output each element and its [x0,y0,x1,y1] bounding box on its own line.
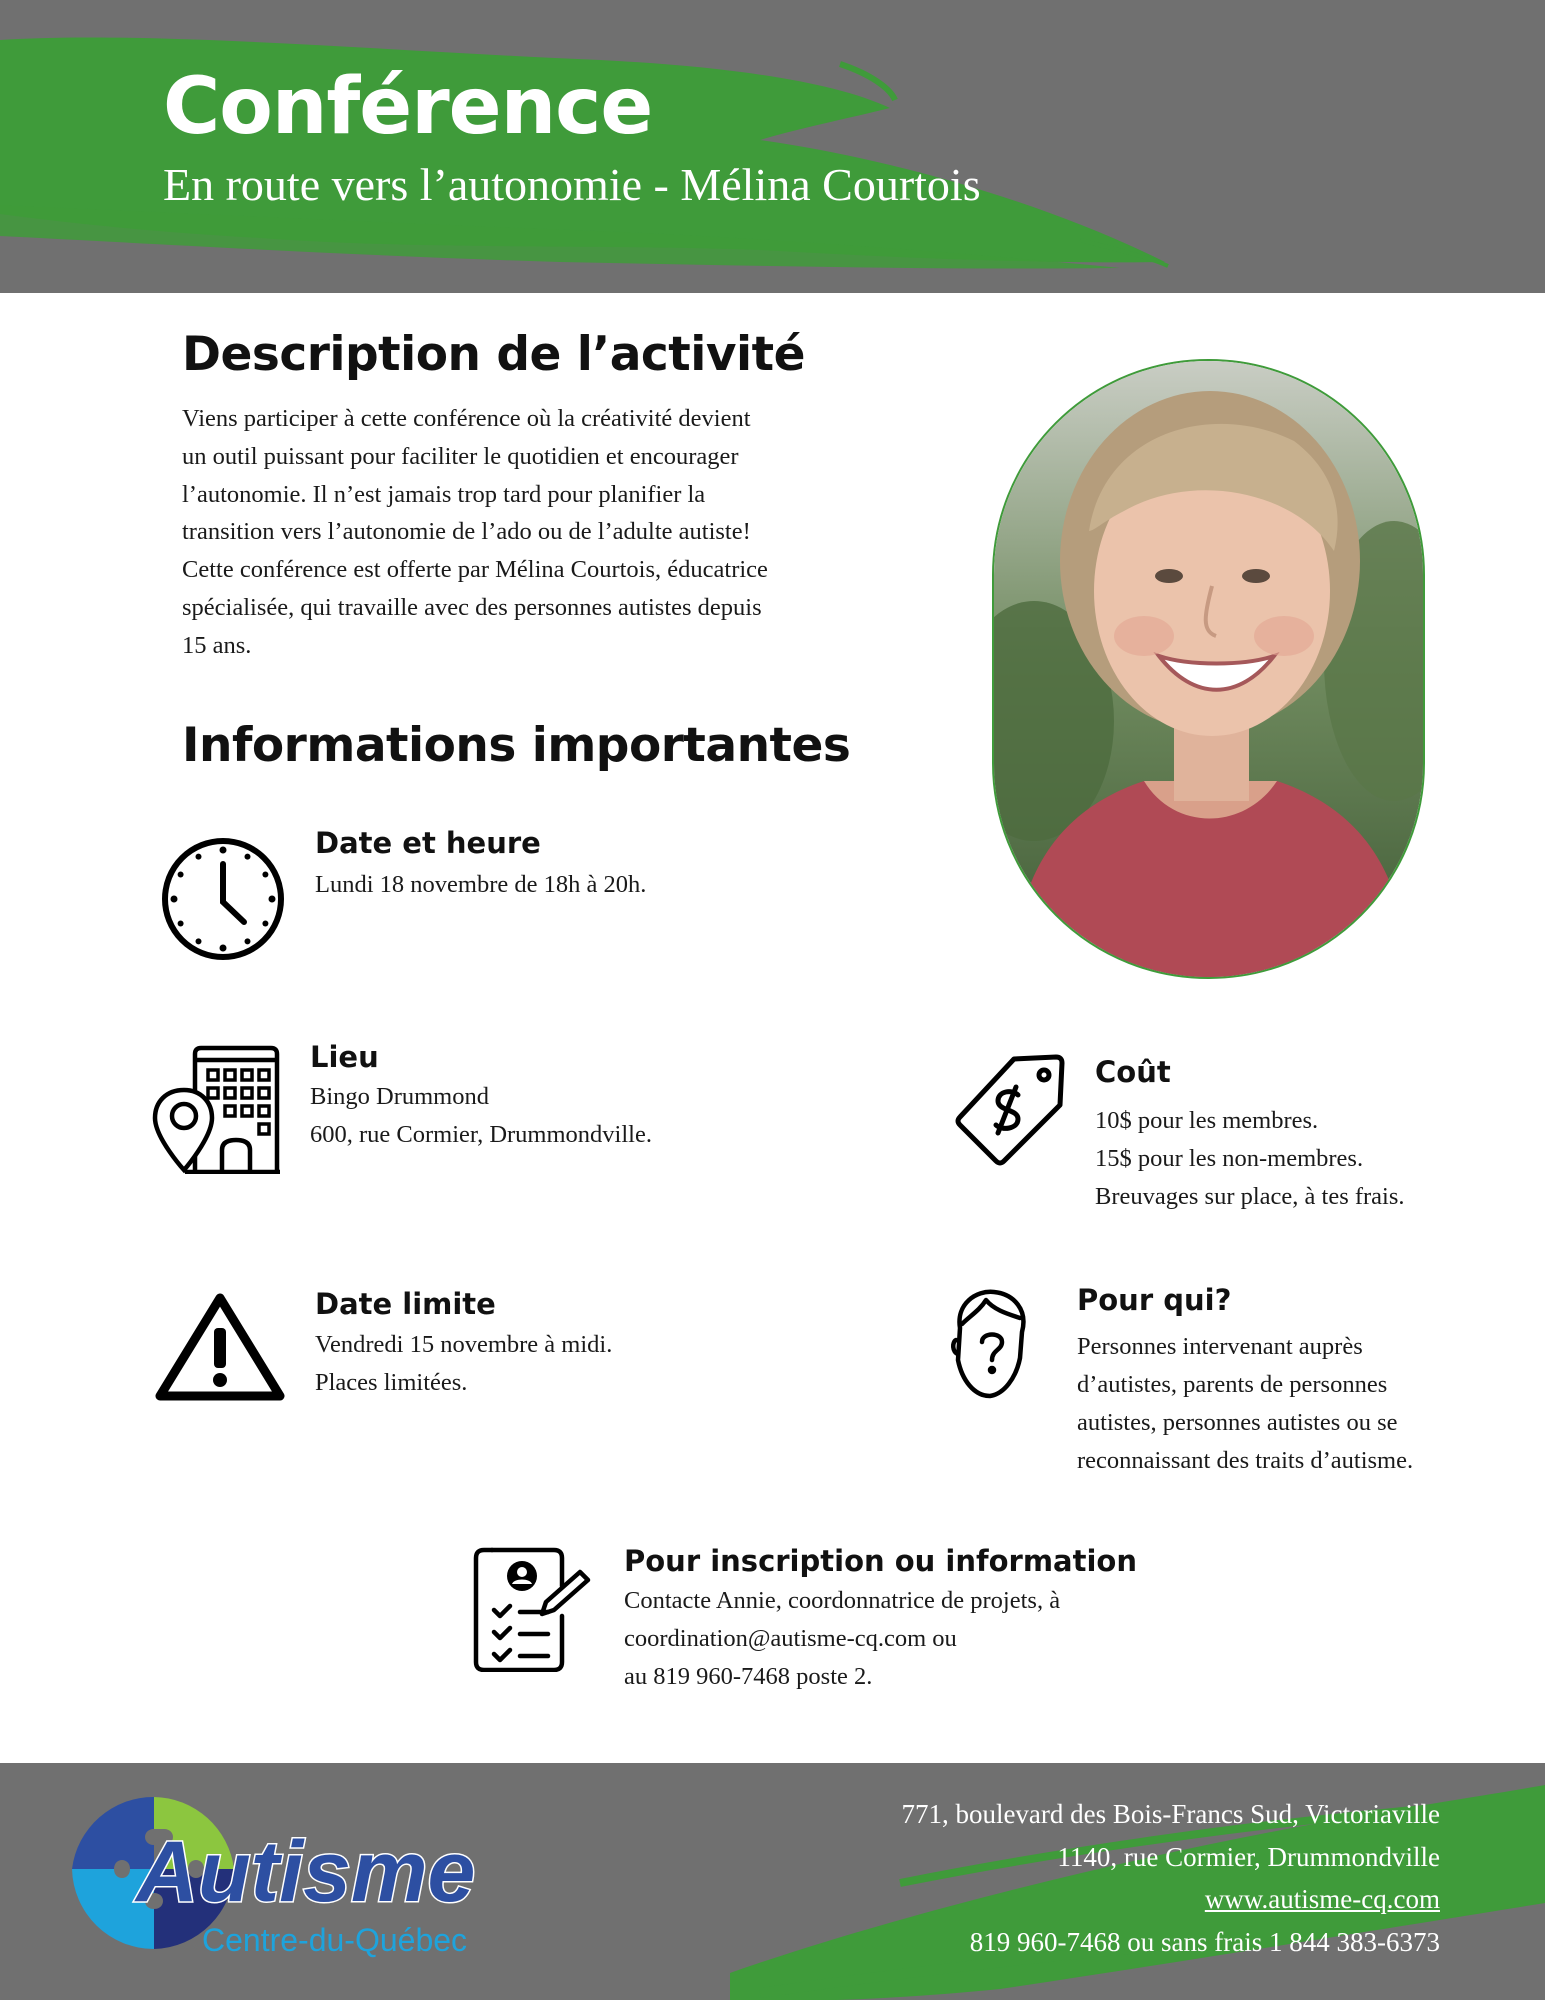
logo-main-text: Autisme [136,1824,476,1920]
building-location-icon [150,1044,283,1174]
location-line: Bingo Drummond [310,1083,489,1110]
audience-title: Pour qui? [1077,1283,1232,1317]
autisme-logo [64,1789,484,1969]
location-text [310,1078,652,1154]
website-link[interactable]: www.autisme-cq.com [1204,1884,1440,1914]
registration-title: Pour inscription ou information [624,1544,1137,1578]
clipboard-checklist-icon [472,1546,592,1672]
description-line: Cette conférence est offerte par Mélina Courtois, éducatrice [182,556,768,584]
registration-phone-line: au 819 960-7468 poste 2. [624,1663,873,1690]
registration-line: Contacte Annie, coordonnatrice de projets, à [624,1587,1061,1614]
audience-line: reconnaissant des traits d’autisme. [1077,1447,1414,1474]
registration-email-line[interactable]: coordination@autisme-cq.com ou [624,1625,957,1652]
cost-text [1095,1102,1405,1216]
cost-title: Coût [1095,1055,1171,1089]
portrait-illustration [994,361,1425,979]
person-question-icon [950,1288,1030,1400]
cost-line: Breuvages sur place, à tes frais. [1095,1183,1405,1210]
audience-line: autistes, personnes autistes ou se [1077,1409,1398,1436]
header-banner [0,0,1545,293]
deadline-line: Vendredi 15 novembre à midi. [315,1331,613,1358]
description-line: transition vers l’autonomie de l’ado ou de l’adulte autiste! [182,518,751,546]
footer [0,1763,1545,2000]
description-line: Viens participer à cette conférence où la créativité devient [182,405,751,432]
page-subtitle: En route vers l’autonomie - Mélina Courtois [163,159,981,210]
location-line: 600, rue Cormier, Drummondville. [310,1121,652,1148]
description-text [182,400,832,665]
description-line: 15 ans. [182,631,252,659]
clock-icon [160,836,286,962]
cost-line: 15$ pour les non-membres. [1095,1145,1364,1172]
audience-line: d’autistes, parents de personnes [1077,1371,1388,1398]
date-line: Lundi 18 novembre de 18h à 20h. [315,871,647,898]
cost-line: 10$ pour les membres. [1095,1107,1319,1134]
info-heading: Informations importantes [182,718,851,773]
footer-address-line: 771, boulevard des Bois-Francs Sud, Victoriaville [901,1799,1440,1829]
registration-text [624,1582,1060,1696]
warning-icon [154,1290,286,1402]
deadline-line: Places limitées. [315,1369,468,1396]
description-line: spécialisée, qui travaille avec des personnes autistes depuis [182,593,762,621]
footer-address-line: 1140, rue Cormier, Drummondville [1057,1841,1440,1872]
description-line: un outil puissant pour faciliter le quotidien et encourager [182,442,739,470]
price-tag-icon [952,1053,1068,1169]
deadline-text [315,1326,612,1402]
description-line: l’autonomie. Il n’est jamais trop tard pour planifier la [182,480,706,508]
location-title: Lieu [310,1040,379,1074]
footer-phone: 819 960-7468 ou sans frais 1 844 383-6373 [969,1926,1440,1957]
audience-line: Personnes intervenant auprès [1077,1333,1363,1360]
date-title: Date et heure [315,826,541,860]
logo-sub-text: Centre-du-Québec [202,1922,468,1958]
footer-contact [901,1793,1440,1963]
deadline-title: Date limite [315,1287,496,1321]
date-text [315,866,646,904]
audience-text [1077,1328,1413,1480]
speaker-portrait [992,359,1425,979]
page-title: Conférence [163,62,653,152]
description-heading: Description de l’activité [182,327,805,382]
